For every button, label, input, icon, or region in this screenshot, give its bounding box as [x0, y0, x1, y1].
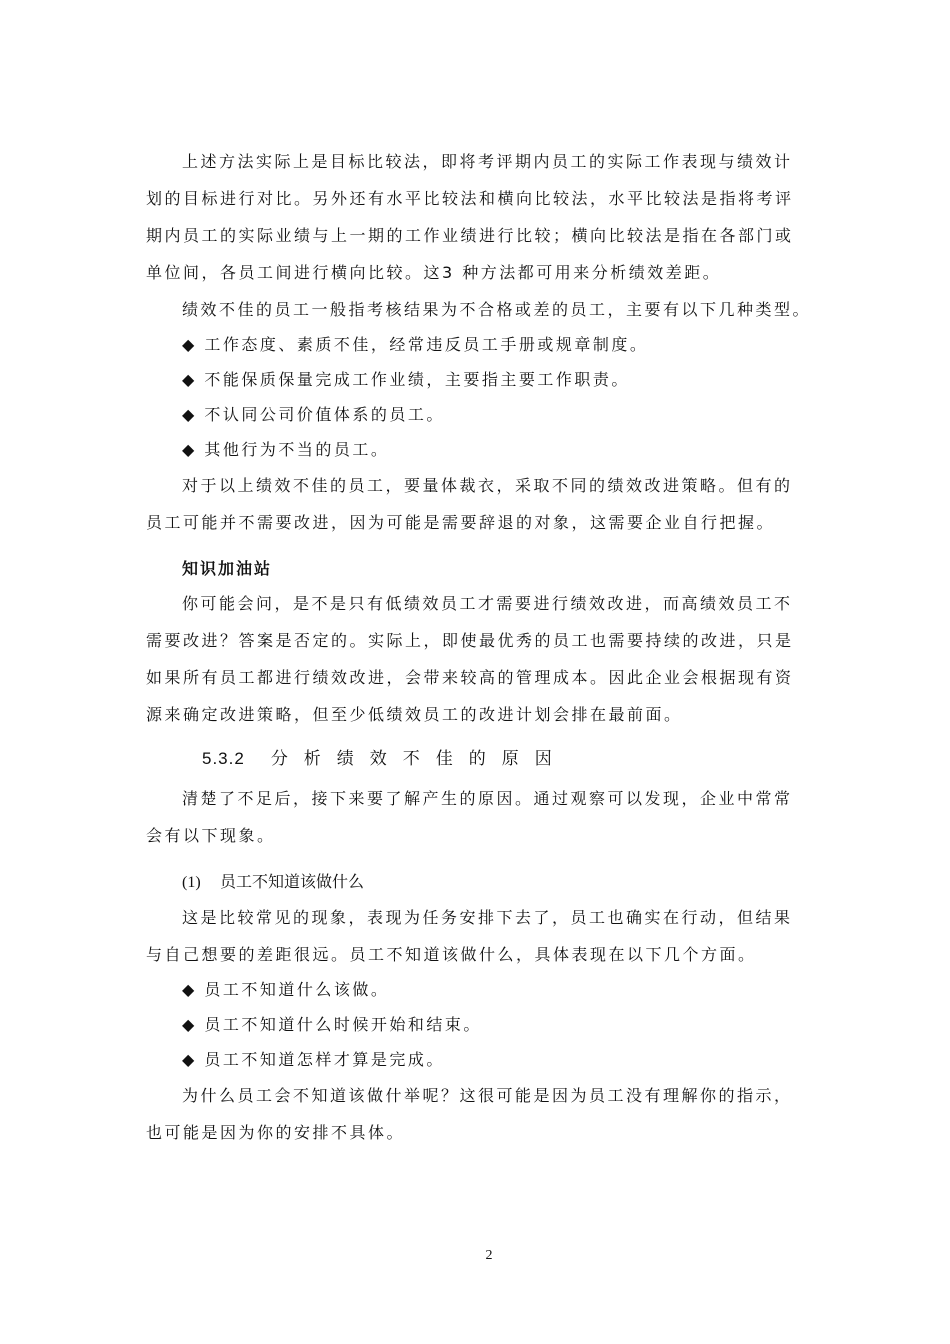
- paragraph-line: 如果所有员工都进行绩效改进，会带来较高的管理成本。因此企业会根据现有资: [146, 668, 794, 687]
- section-number: 5.3.2: [202, 749, 245, 768]
- paragraph-line: 单位间，各员工间进行横向比较。这3 种方法都可用来分析绩效差距。: [146, 263, 722, 282]
- paragraph-line: 上述方法实际上是目标比较法，即将考评期内员工的实际工作表现与绩效计: [182, 152, 793, 171]
- paragraph-line: 清楚了不足后，接下来要了解产生的原因。通过观察可以发现，企业中常常: [182, 789, 793, 808]
- bullet-item: ◆ 不能保质保量完成工作业绩，主要指主要工作职责。: [182, 370, 630, 389]
- paragraph-line: 期内员工的实际业绩与上一期的工作业绩进行比较；横向比较法是指在各部门或: [146, 226, 794, 245]
- paragraph-line: 为什么员工会不知道该做什举呢？这很可能是因为员工没有理解你的指示，: [182, 1086, 793, 1105]
- paragraph-line: 对于以上绩效不佳的员工，要量体裁衣，采取不同的绩效改进策略。但有的: [182, 476, 793, 495]
- bullet-item: ◆ 工作态度、素质不佳，经常违反员工手册或规章制度。: [182, 335, 649, 354]
- paragraph-line: 你可能会问，是不是只有低绩效员工才需要进行绩效改进，而高绩效员工不: [182, 594, 793, 613]
- section-heading: [202, 748, 568, 770]
- bullet-item: ◆ 员工不知道什么该做。: [182, 980, 390, 999]
- paragraph-line: 也可能是因为你的安排不具体。: [146, 1123, 406, 1142]
- subsection-number: (1): [182, 874, 201, 891]
- sidebar-heading: 知识加油站: [182, 559, 273, 578]
- paragraph-line: 划的目标进行对比。另外还有水平比较法和横向比较法，水平比较法是指将考评: [146, 189, 794, 208]
- paragraph-line: 需要改进？答案是否定的。实际上，即使最优秀的员工也需要持续的改进，只是: [146, 631, 794, 650]
- paragraph-line: 会有以下现象。: [146, 826, 276, 845]
- bullet-item: ◆ 员工不知道怎样才算是完成。: [182, 1050, 445, 1069]
- bullet-item: ◆ 其他行为不当的员工。: [182, 440, 390, 459]
- bullet-item: ◆ 员工不知道什么时候开始和结束。: [182, 1015, 482, 1034]
- paragraph-line: 这是比较常见的现象，表现为任务安排下去了，员工也确实在行动，但结果: [182, 908, 793, 927]
- section-title: 分析绩效不佳的原因: [270, 749, 568, 769]
- subsection-heading: [182, 872, 364, 893]
- paragraph-line: 与自己想要的差距很远。员工不知道该做什么，具体表现在以下几个方面。: [146, 945, 757, 964]
- paragraph-line: 绩效不佳的员工一般指考核结果为不合格或差的员工，主要有以下几种类型。: [182, 300, 812, 319]
- paragraph-line: 源来确定改进策略，但至少低绩效员工的改进计划会排在最前面。: [146, 705, 683, 724]
- subsection-title: 员工不知道该做什么: [220, 872, 365, 891]
- paragraph-line: 员工可能并不需要改进，因为可能是需要辞退的对象，这需要企业自行把握。: [146, 513, 776, 532]
- page-number: 2: [485, 1248, 493, 1263]
- bullet-item: ◆ 不认同公司价值体系的员工。: [182, 405, 445, 424]
